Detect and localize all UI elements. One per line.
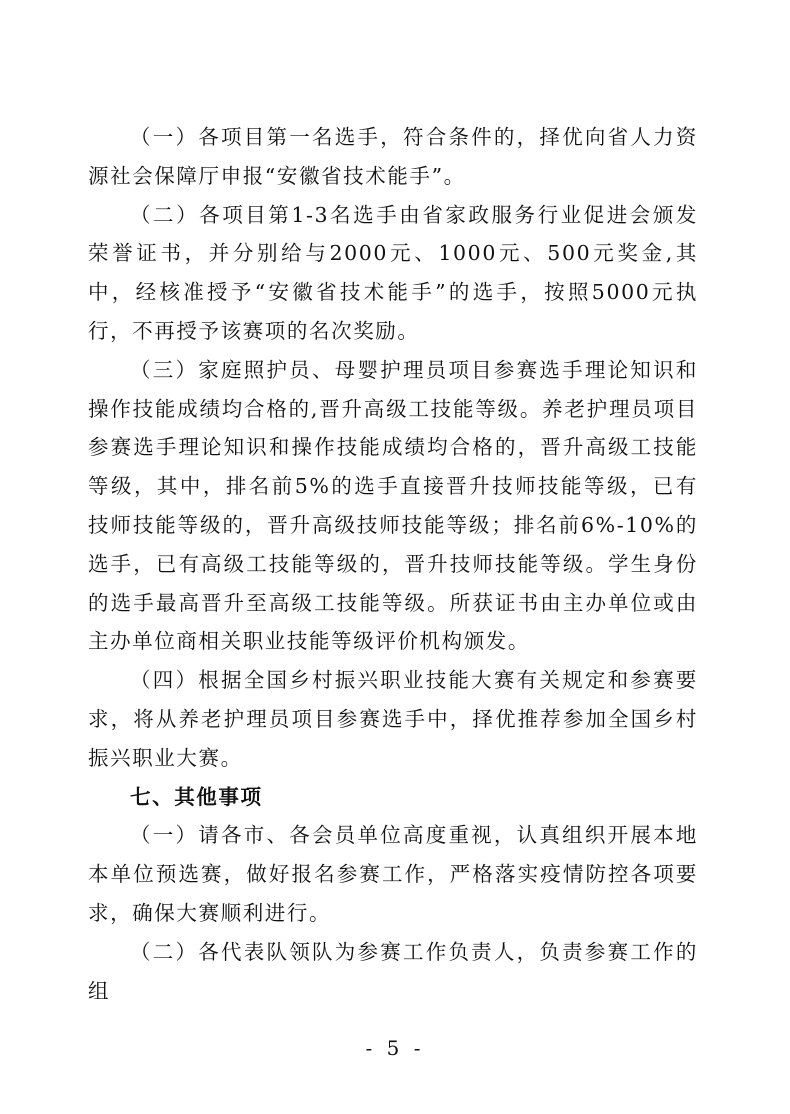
paragraph-organize-preselection: （一）请各市、各会员单位高度重视，认真组织开展本地本单位预选赛，做好报名参赛工作，严格落实疫情防控各项要求，确保大赛顺利进行。 bbox=[88, 823, 698, 925]
paragraph-team-leader-responsibility: （二）各代表队领队为参赛工作负责人，负责参赛工作的组 bbox=[88, 939, 698, 1003]
paragraph-award-first-place: （一）各项目第一名选手，符合条件的，择优向省人力资源社会保障厅申报“安徽省技术能手”。 bbox=[88, 125, 698, 188]
document-body bbox=[88, 118, 698, 1010]
page-number: - 5 - bbox=[365, 1036, 425, 1060]
paragraph-award-honor-certificate: （二）各项目第1-3名选手由省家政服务行业促进会颁发荣誉证书，并分别给与2000元、1000元、500元奖金,其中，经核准授予“安徽省技术能手”的选手，按照5000元执行，不再授予该赛项的名次奖励。 bbox=[88, 202, 698, 343]
paragraph-national-recommendation: （四）根据全国乡村振兴职业技能大赛有关规定和参赛要求，将从养老护理员项目参赛选手中，择优推荐参加全国乡村振兴职业大赛。 bbox=[88, 668, 698, 770]
paragraph-skill-level-promotion: （三）家庭照护员、母婴护理员项目参赛选手理论知识和操作技能成绩均合格的,晋升高级工技能等级。养老护理员项目参赛选手理论知识和操作技能成绩均合格的，晋升高级工技能等级，其中，排名前5%的选手直接晋升技师技能等级，已有技师技能等级的，晋升高级技师技能等级；排名前6%-10%的选手，已有高级工技能等级的，晋升技师技能等级。学生身份的选手最高晋升至高级工技能等级。所获证书由主办单位或由主办单位商相关职业技能等级评价机构颁发。 bbox=[88, 357, 698, 654]
section-heading-other-matters: 七、其他事项 bbox=[130, 784, 263, 809]
